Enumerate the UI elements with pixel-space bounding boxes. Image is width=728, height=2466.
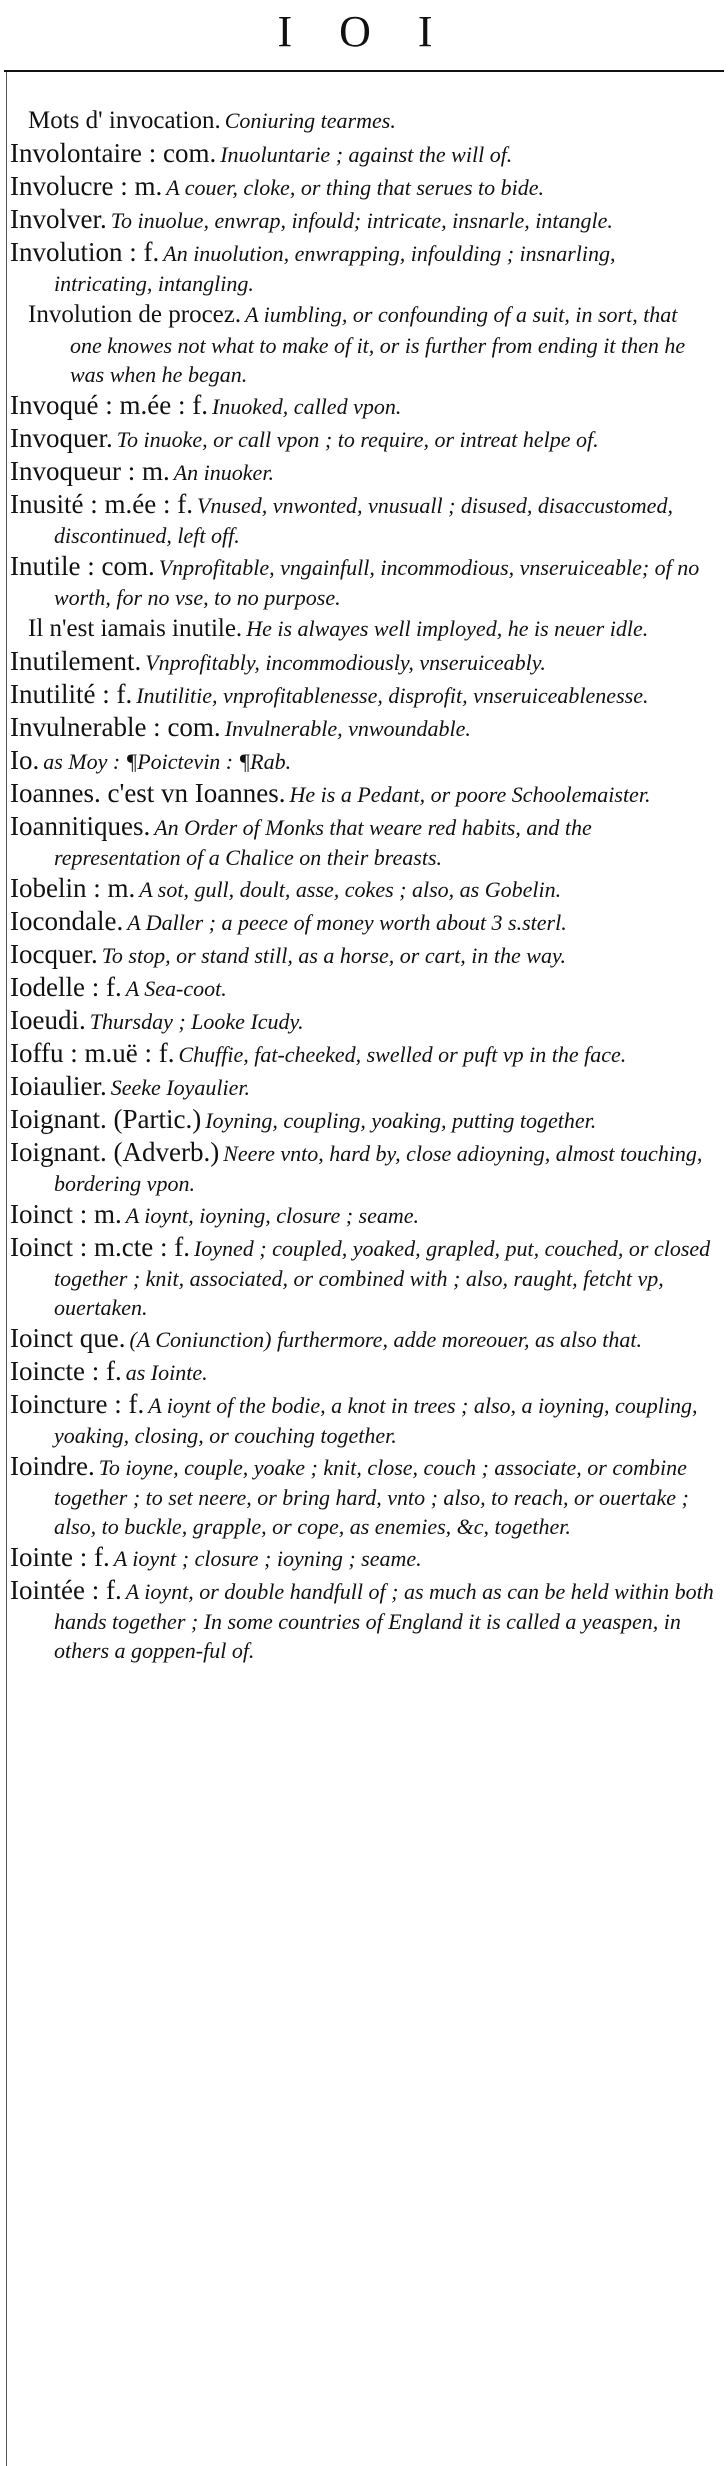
entry-gloss: Chuffie, fat-cheeked, swelled or puft vp in the face. xyxy=(178,1042,627,1067)
dictionary-entry xyxy=(10,1037,714,1070)
dictionary-entry xyxy=(10,550,714,612)
entry-gloss: Coniuring tearmes. xyxy=(224,108,396,133)
entry-headword: Involution de procez. xyxy=(28,301,242,328)
entry-headword: Inutile : com. xyxy=(10,551,155,581)
dictionary-entry xyxy=(10,455,714,488)
entry-gloss: To inuolue, enwrap, infould; intricate, insnarle, intangle. xyxy=(110,208,613,233)
entry-headword: Ioinct : m. xyxy=(10,1199,122,1229)
entry-gloss: Ioyned ; coupled, yoaked, grapled, put, couched, or closed together ; knit, associated, or combined with ; also, raught, fetcht vp, ouertaken. xyxy=(54,1236,711,1320)
entry-headword: Iobelin : m. xyxy=(10,873,136,903)
dictionary-entry xyxy=(10,612,714,645)
dictionary-entry xyxy=(10,1136,714,1198)
dictionary-entry xyxy=(10,1198,714,1231)
entry-gloss: A ioynt of the bodie, a knot in trees ; also, a ioyning, coupling, yoaking, closing, or couching together. xyxy=(54,1393,698,1448)
page-number: I O I xyxy=(277,7,451,56)
entry-gloss: Invulnerable, vnwoundable. xyxy=(224,716,471,741)
column-rule xyxy=(6,72,7,2466)
dictionary-entry xyxy=(10,810,714,872)
entry-headword: Involver. xyxy=(10,204,107,234)
entry-gloss: A ioynt ; closure ; ioyning ; seame. xyxy=(113,1546,422,1571)
entry-gloss: He is a Pedant, or poore Schoolemaister. xyxy=(289,782,651,807)
entry-gloss: To stop, or stand still, as a horse, or cart, in the way. xyxy=(101,943,567,968)
dictionary-entry xyxy=(10,1450,714,1541)
entry-headword: Involution : f. xyxy=(10,237,160,267)
entry-gloss: Inutilitie, vnprofitablenesse, disprofit, vnseruiceablenesse. xyxy=(136,683,649,708)
dictionary-entry xyxy=(10,905,714,938)
dictionary-entry xyxy=(10,389,714,422)
entry-headword: Ioiaulier. xyxy=(10,1071,107,1101)
entry-headword: Inusité : m.ée : f. xyxy=(10,489,193,519)
entry-gloss: To inuoke, or call vpon ; to require, or intreat helpe of. xyxy=(116,427,599,452)
dictionary-entry xyxy=(10,744,714,777)
entry-headword: Invoqué : m.ée : f. xyxy=(10,390,208,420)
entry-gloss: A Sea-coot. xyxy=(125,976,227,1001)
dictionary-entry xyxy=(10,1322,714,1355)
dictionary-entry xyxy=(10,1355,714,1388)
dictionary-entry xyxy=(10,872,714,905)
entry-headword: Iodelle : f. xyxy=(10,972,122,1002)
dictionary-entry xyxy=(10,137,714,170)
entry-headword: Ioannitiques. xyxy=(10,811,151,841)
entry-headword: Ioinct : m.cte : f. xyxy=(10,1232,190,1262)
entry-headword: Involucre : m. xyxy=(10,171,163,201)
entry-gloss: A couer, cloke, or thing that serues to bide. xyxy=(166,175,545,200)
dictionary-entry xyxy=(10,777,714,810)
dictionary-entry xyxy=(10,971,714,1004)
entry-headword: Ioffu : m.uë : f. xyxy=(10,1038,175,1068)
entry-gloss: A Daller ; a peece of money worth about 3 s.sterl. xyxy=(127,910,567,935)
entry-gloss: Vnprofitably, incommodiously, vnseruiceably. xyxy=(145,650,546,675)
entry-gloss: A ioynt, or double handfull of ; as much as can be held within both hands together ; In some countries of England it is called a yeaspen, in others a goppen-ful of. xyxy=(54,1579,714,1663)
entry-headword: Invoqueur : m. xyxy=(10,456,170,486)
dictionary-entry xyxy=(10,298,714,389)
dictionary-entry xyxy=(10,1541,714,1574)
entry-gloss: Vnprofitable, vngainfull, incommodious, vnseruiceable; of no worth, for no vse, to no purpose. xyxy=(54,555,700,610)
dictionary-entry xyxy=(10,170,714,203)
entry-gloss: as Moy : ¶Poictevin : ¶Rab. xyxy=(43,749,292,774)
entry-gloss: Inuoked, called vpon. xyxy=(211,394,402,419)
dictionary-entry xyxy=(10,422,714,455)
entry-headword: Iocondale. xyxy=(10,906,124,936)
dictionary-entry xyxy=(10,1070,714,1103)
dictionary-entry xyxy=(10,938,714,971)
entry-headword: Ioignant. (Adverb.) xyxy=(10,1137,220,1167)
entry-headword: Ioincture : f. xyxy=(10,1389,145,1419)
entry-headword: Ioannes. c'est vn Ioannes. xyxy=(10,778,286,808)
entry-gloss: Neere vnto, hard by, close adioyning, almost touching, bordering vpon. xyxy=(54,1141,703,1196)
entry-gloss: A sot, gull, doult, asse, cokes ; also, as Gobelin. xyxy=(139,877,562,902)
entry-headword: Il n'est iamais inutile. xyxy=(28,615,243,642)
dictionary-entry xyxy=(10,104,714,137)
dictionary-entry xyxy=(10,488,714,550)
entry-gloss: Vnused, vnwonted, vnusuall ; disused, disaccustomed, discontinued, left off. xyxy=(54,493,673,548)
entry-gloss: To ioyne, couple, yoake ; knit, close, couch ; associate, or combine together ; to set neere, or bring hard, vnto ; also, to reach, or ouertake ; also, to buckle, grapple, or cope, as enemies, &c, together. xyxy=(54,1455,689,1539)
dictionary-entry xyxy=(10,711,714,744)
entry-gloss: as Iointe. xyxy=(125,1360,208,1385)
entry-gloss: A iumbling, or confounding of a suit, in sort, that one knowes not what to make of it, or is further from ending it then he was when he began. xyxy=(70,302,686,387)
dictionary-entry xyxy=(10,1231,714,1322)
dictionary-entry xyxy=(10,645,714,678)
entry-headword: Iointe : f. xyxy=(10,1542,110,1572)
entry-headword: Ioinct que. xyxy=(10,1323,126,1353)
entry-gloss: He is alwayes well imployed, he is neuer idle. xyxy=(246,616,649,641)
entry-headword: Invoquer. xyxy=(10,423,113,453)
entry-headword: Mots d' invocation. xyxy=(28,107,221,134)
dictionary-entry xyxy=(10,1388,714,1450)
entry-gloss: An Order of Monks that weare red habits, and the representation of a Chalice on their breasts. xyxy=(54,815,592,870)
dictionary-entry xyxy=(10,1103,714,1136)
entry-gloss: Thursday ; Looke Icudy. xyxy=(89,1009,304,1034)
entry-headword: Iointée : f. xyxy=(10,1575,122,1605)
entry-headword: Involontaire : com. xyxy=(10,138,217,168)
entry-headword: Ioeudi. xyxy=(10,1005,86,1035)
entry-headword: Ioincte : f. xyxy=(10,1356,122,1386)
entry-headword: Iocquer. xyxy=(10,939,98,969)
dictionary-entry xyxy=(10,1004,714,1037)
entry-gloss: Ioyning, coupling, yoaking, putting together. xyxy=(205,1108,597,1133)
entry-gloss: Seeke Ioyaulier. xyxy=(110,1075,250,1100)
entry-gloss: An inuolution, enwrapping, infoulding ; insnarling, intricating, intangling. xyxy=(54,241,616,296)
entry-gloss: A ioynt, ioyning, closure ; seame. xyxy=(125,1203,420,1228)
header-rule xyxy=(4,70,724,72)
entry-headword: Inutilité : f. xyxy=(10,679,133,709)
dictionary-entry xyxy=(10,678,714,711)
dictionary-entry xyxy=(10,236,714,298)
entry-headword: Io. xyxy=(10,745,40,775)
entry-gloss: Inuoluntarie ; against the will of. xyxy=(220,142,513,167)
entry-gloss: (A Coniunction) furthermore, adde moreouer, as also that. xyxy=(129,1327,642,1352)
entry-headword: Invulnerable : com. xyxy=(10,712,221,742)
entry-gloss: An inuoker. xyxy=(173,460,274,485)
dictionary-entry xyxy=(10,203,714,236)
entry-headword: Inutilement. xyxy=(10,646,142,676)
entry-headword: Ioignant. (Partic.) xyxy=(10,1104,202,1134)
dictionary-entry xyxy=(10,1574,714,1665)
entry-headword: Ioindre. xyxy=(10,1451,95,1481)
dictionary-entries xyxy=(10,104,714,1665)
